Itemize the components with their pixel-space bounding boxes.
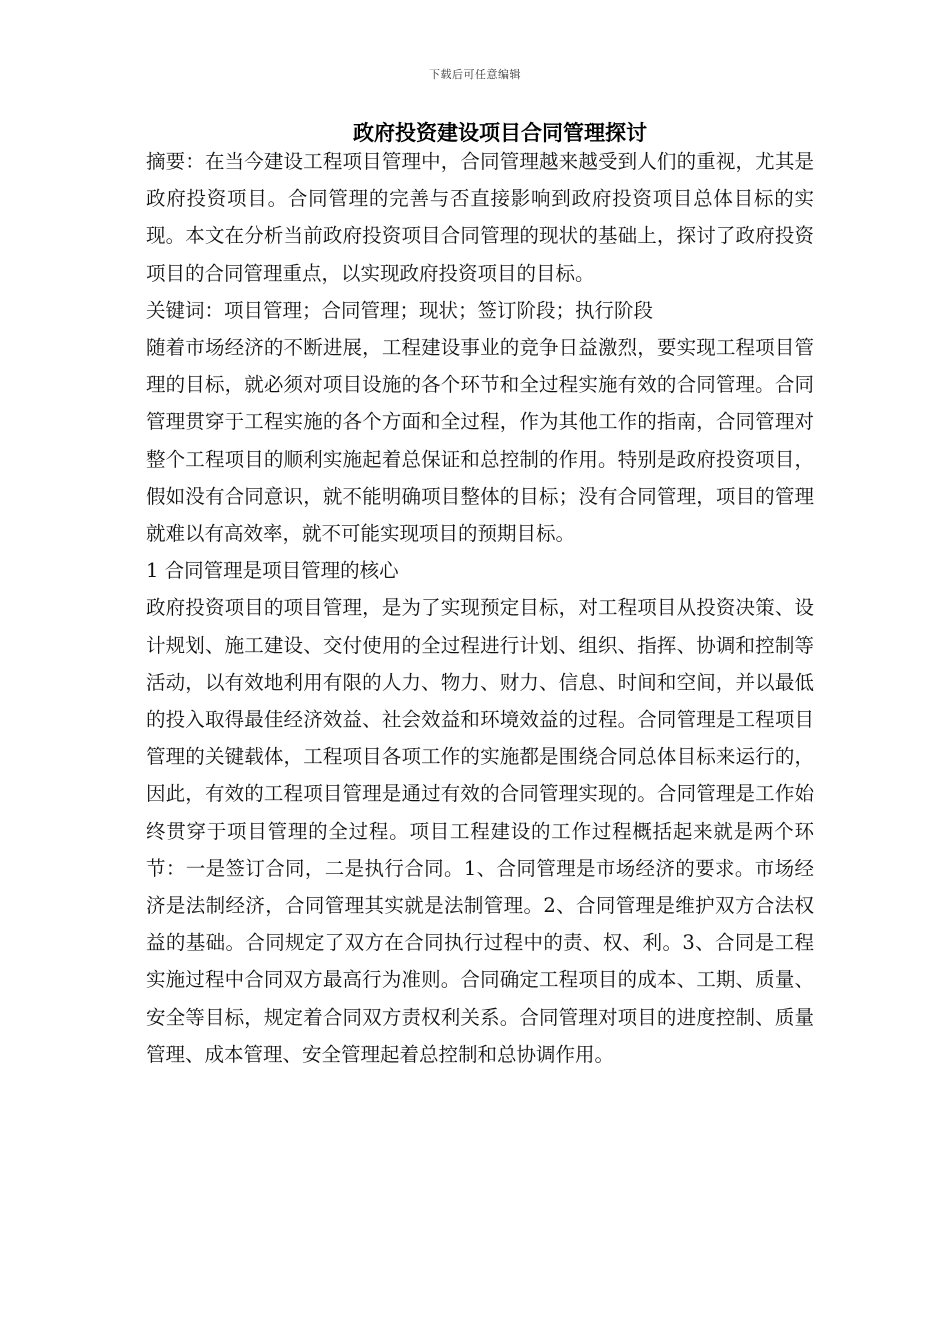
intro-paragraph: 随着市场经济的不断进展，工程建设事业的竞争日益激烈，要实现工程项目管理的目标，就必须对项目设施的各个环节和全过程实施有效的合同管理。合同管理贯穿于工程实施的各个方面和全过程，作为其他工作的指南，合同管理对整个工程项目的顺利实施起着总保证和总控制的作用。特别是政府投资项目，假如没有合同意识，就不能明确项目整体的目标；没有合同管理，项目的管理就难以有高效率，就不可能实现项目的预期目标。	[146, 336, 814, 546]
section-1-paragraph: 政府投资项目的项目管理，是为了实现预定目标，对工程项目从投资决策、设计规划、施工建设、交付使用的全过程进行计划、组织、指挥、协调和控制等活动，以有效地利用有限的人力、物力、财力、信息、时间和空间，并以最低的投入取得最佳经济效益、社会效益和环境效益的过程。合同管理是工程项目管理的关键载体，工程项目各项工作的实施都是围绕合同总体目标来运行的，因此，有效的工程项目管理是通过有效的合同管理实现的。合同管理是工作始终贯穿于项目管理的全过程。项目工程建设的工作过程概括起来就是两个环节：一是签订合同，二是执行合同。1、合同管理是市场经济的要求。市场经济是法制经济，合同管理其实就是法制管理。2、合同管理是维护双方合法权益的基础。合同规定了双方在合同执行过程中的责、权、利。3、合同是工程实施过程中合同双方最高行为准则。合同确定工程项目的成本、工期、质量、安全等目标，规定着合同双方责权利关系。合同管理对项目的进度控制、质量管理、成本管理、安全管理起着总控制和总协调作用。	[146, 596, 814, 1066]
document-body	[146, 143, 814, 1073]
section-heading-1: 1 合同管理是项目管理的核心	[146, 559, 399, 583]
keywords-paragraph: 关键词：项目管理；合同管理；现状；签订阶段；执行阶段	[146, 298, 654, 322]
header-note: 下载后可任意编辑	[429, 68, 521, 81]
abstract-paragraph: 摘要：在当今建设工程项目管理中，合同管理越来越受到人们的重视，尤其是政府投资项目。合同管理的完善与否直接影响到政府投资项目总体目标的实现。本文在分析当前政府投资项目合同管理的现状的基础上，探讨了政府投资项目的合同管理重点，以实现政府投资项目的目标。	[146, 150, 814, 285]
document-title: 政府投资建设项目合同管理探讨	[353, 120, 647, 145]
